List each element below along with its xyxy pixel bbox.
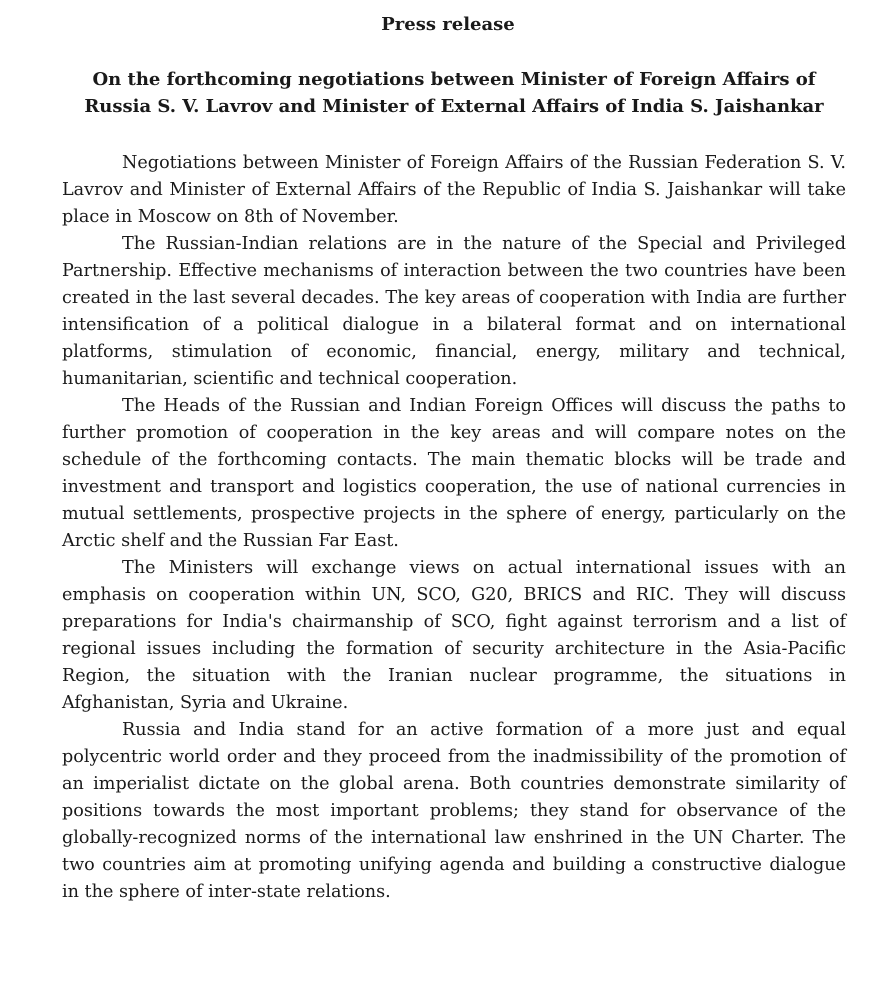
document-type-heading: Press release [381,14,515,35]
press-release-title: On the forthcoming negotiations between Minister of Foreign Affairs of Russia S. V. Lavrov and Minister of External Affairs of India S. Jaishankar [84,69,824,117]
paragraph-negotiations: Negotiations between Minister of Foreign Affairs of the Russian Federation S. V. Lavrov and Minister of External Affairs of the Republic of India S. Jaishankar will take place in Moscow on 8th of November. [62,153,846,227]
paragraph-world-order: Russia and India stand for an active formation of a more just and equal polycentric world order and they proceed from the inadmissibility of the promotion of an imperialist dictate on the global arena. Both countries demonstrate similarity of positions towards the most important problems; they stand for observance of the globally-recognized norms of the international law enshrined in the UN Charter. The two countries aim at promoting unifying agenda and building a constructive dialogue in the sphere of inter-state relations. [62,720,846,902]
paragraph-relations: The Russian-Indian relations are in the nature of the Special and Privileged Partnership. Effective mechanisms of interaction between the two countries have been created in the last several decades. The key areas of cooperation with India are further intensification of a political dialogue in a bilateral format and on international platforms, stimulation of economic, financial, energy, military and technical, humanitarian, scientific and technical cooperation. [62,234,846,389]
paragraph-international-issues: The Ministers will exchange views on actual international issues with an emphasis on cooperation within UN, SCO, G20, BRICS and RIC. They will discuss preparations for India's chairmanship of SCO, fight against terrorism and a list of regional issues including the formation of security architecture in the Asia-Pacific Region, the situation with the Iranian nuclear programme, the situations in Afghanistan, Syria and Ukraine. [62,558,846,713]
paragraph-cooperation-topics: The Heads of the Russian and Indian Foreign Offices will discuss the paths to further promotion of cooperation in the key areas and will compare notes on the schedule of the forthcoming contacts. The main thematic blocks will be trade and investment and transport and logistics cooperation, the use of national currencies in mutual settlements, prospective projects in the sphere of energy, particularly on the Arctic shelf and the Russian Far East. [62,396,846,551]
press-release-body [62,150,846,906]
